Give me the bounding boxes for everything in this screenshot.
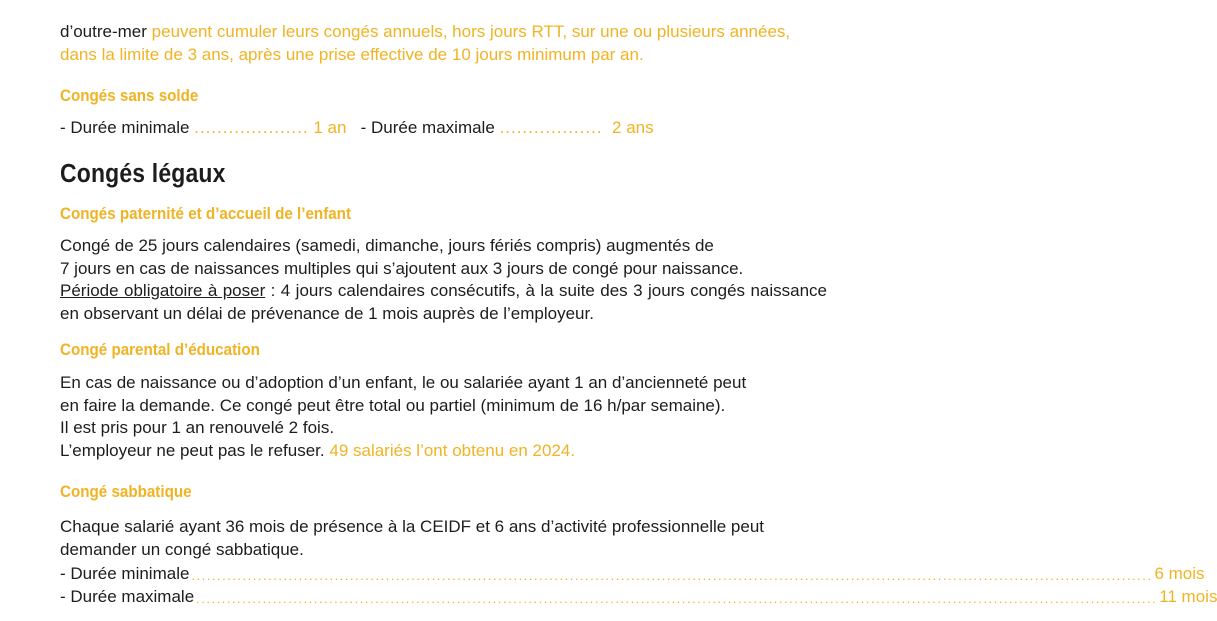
parental-paragraph	[60, 372, 827, 462]
sabbatique-max-row	[60, 587, 1217, 607]
sabbatique-min-value: 6 mois	[1154, 564, 1205, 583]
section-title-conges-legaux: Congés légaux	[60, 160, 226, 188]
parental-stat: 49 salariés l’ont obtenu en 2024.	[329, 440, 576, 460]
heading-conges-paternite: Congés paternité et d’accueil de l’enfant	[60, 205, 352, 223]
parental-text-2: en faire la demande. Ce congé peut être total ou partiel (minimum de 16 h/par semaine).	[60, 395, 726, 415]
paternite-text-3: : 4 jours calendaires consécutifs, à la suite des 3 jours congés naissance en observant un délai de prévenance de 1 mois auprès de l’employeur.	[60, 281, 827, 323]
sans-solde-max-label: - Durée maximale	[360, 118, 495, 137]
parental-text-1: En cas de naissance ou d’adoption d’un enfant, le ou salariée ayant 1 an d’ancienneté peut	[60, 373, 747, 392]
sans-solde-durations	[60, 117, 827, 140]
parental-text-4: L’employeur ne peut pas le refuser.	[60, 440, 325, 460]
sabbatique-max-label: - Durée maximale	[60, 587, 195, 606]
intro-text-dark: d’outre-mer	[60, 22, 147, 41]
heading-conge-parental: Congé parental d’éducation	[60, 341, 260, 359]
sans-solde-max-value: 2 ans	[612, 118, 654, 137]
paternite-period-label: Période obligatoire à poser	[60, 281, 266, 300]
sabbatique-max-value: 11 mois	[1159, 587, 1217, 606]
sabbatique-max-leader: ............................................................................................................................................................................................	[196, 591, 1158, 606]
sans-solde-min-label: - Durée minimale	[60, 118, 190, 137]
sabbatique-text-1: Chaque salarié ayant 36 mois de présence à la CEIDF et 6 ans d’activité professionnelle peut	[60, 517, 765, 536]
parental-text-3: Il est pris pour 1 an renouvelé 2 fois.	[60, 418, 335, 437]
sabbatique-min-label: - Durée minimale	[60, 564, 190, 583]
heading-conges-sans-solde: Congés sans solde	[60, 87, 199, 105]
paternite-paragraph	[60, 235, 827, 325]
intro-text-accent-2: dans la limite de 3 ans, après une prise effective de 10 jours minimum par an.	[60, 44, 644, 64]
paternite-text-2: 7 jours en cas de naissances multiples qui s’ajoutent aux 3 jours de congé pour naissance.	[60, 258, 744, 278]
intro-paragraph	[60, 21, 827, 66]
sabbatique-paragraph	[60, 516, 827, 561]
sabbatique-text-2: demander un congé sabbatique.	[60, 539, 304, 559]
heading-conge-sabbatique: Congé sabbatique	[60, 483, 192, 501]
sabbatique-min-row	[60, 564, 1205, 584]
sabbatique-min-leader: ............................................................................................................................................................................................	[191, 568, 1153, 583]
sans-solde-min-leader: ....................	[194, 118, 309, 137]
sans-solde-max-leader: ..................	[499, 118, 603, 137]
paternite-text-1: Congé de 25 jours calendaires (samedi, dimanche, jours fériés compris) augmentés de	[60, 236, 714, 255]
intro-text-accent: peuvent cumuler leurs congés annuels, hors jours RTT, sur une ou plusieurs années,	[151, 22, 791, 41]
sans-solde-min-value: 1 an	[313, 118, 347, 137]
